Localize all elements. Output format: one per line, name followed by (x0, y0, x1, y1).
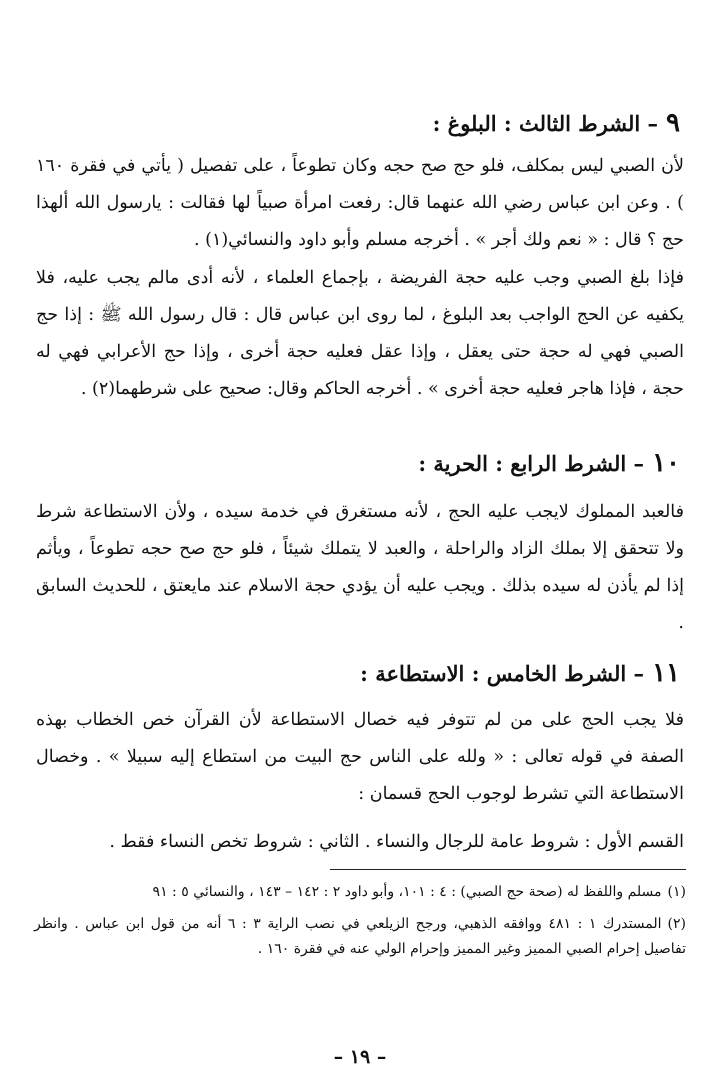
section-title: – الشرط الثالث : البلوغ : (432, 111, 659, 136)
section-number: ٩ (666, 108, 680, 138)
section-title: – الشرط الرابع : الحرية : (418, 451, 645, 476)
footnote-marker: (١) (667, 884, 686, 900)
footnote-2 (34, 912, 686, 962)
footnote-1 (34, 880, 686, 905)
footnote-marker: (٢) (667, 916, 687, 932)
section-heading-9 (40, 108, 680, 138)
footnote-text: مسلم واللفظ له (صحة حج الصبي) : ٤ : ١٠١، وأبو داود ٢ : ١٤٢ – ١٤٣ ، والنسائي ٥ : ٩١ (152, 884, 662, 900)
paragraph: القسم الأول : شروط عامة للرجال والنساء . الثاني : شروط تخص النساء فقط . (109, 832, 684, 852)
paragraph: فلا يجب الحج على من لم تتوفر فيه خصال الاستطاعة لأن القرآن خص الخطاب بهذه الصفة في قوله تعالى : « ولله على الناس حج البيت من استطاع إليه سبيلا » . وخصال الاستطاعة التي تشرط لوجوب الحج قسمان : (36, 710, 684, 804)
section-number: ١٠ (652, 448, 680, 478)
section-title: – الشرط الخامس : الاستطاعة : (360, 661, 645, 686)
footnote-divider (330, 869, 686, 870)
paragraph: فالعبد المملوك لايجب عليه الحج ، لأنه مستغرق في خدمة سيده ، ولأن الاستطاعة شرط ولا تتحقق إلا بملك الزاد والراحلة ، والعبد لا يتملك شيئاً ، فلو حج صح حجه تطوعاً ، ويأثم إذا لم يأذن له سيده بذلك . ويجب عليه أن يؤدي حجة الاسلام عند مايعتق ، للحديث السابق . (36, 502, 684, 633)
paragraph: لأن الصبي ليس بمكلف، فلو حج صح حجه وكان تطوعاً ، على تفصيل ( يأتي في فقرة ١٦٠ ) . وعن ابن عباس رضي الله عنهما قال: رفعت امرأة صبياً لها فقالت : يارسول الله ألهذا حج ؟ قال : « نعم ولك أجر » . أخرجه مسلم وأبو داود والنسائي(١) . (36, 156, 684, 250)
section-heading-11 (40, 658, 680, 688)
section-heading-10 (40, 448, 680, 478)
footnote-text: المستدرك ١ : ٤٨١ ووافقه الذهبي، ورجح الزيلعي في نصب الراية ٣ : ٦ أنه من قول ابن عباس . وانظر تفاصيل إحرام الصبي المميز وغير المميز وإحرام الولي عنه في فقرة ١٦٠ . (34, 916, 686, 957)
page-number: – ١٩ – (333, 1046, 387, 1068)
paragraph: فإذا بلغ الصبي وجب عليه حجة الفريضة ، بإجماع العلماء ، لأنه أدى مالم يجب عليه، فلا يكفيه عن الحج الواجب بعد البلوغ ، لما روى ابن عباس قال : قال رسول الله ﷺ : إذا حج الصبي فهي له حجة حتى يعقل ، وإذا عقل فعليه حجة أخرى ، وإذا حج الأعرابي فهي له حجة ، فإذا هاجر فعليه حجة أخرى » . أخرجه الحاكم وقال: صحيح على شرطهما(٢) . (36, 268, 684, 399)
section-number: ١١ (652, 658, 680, 688)
